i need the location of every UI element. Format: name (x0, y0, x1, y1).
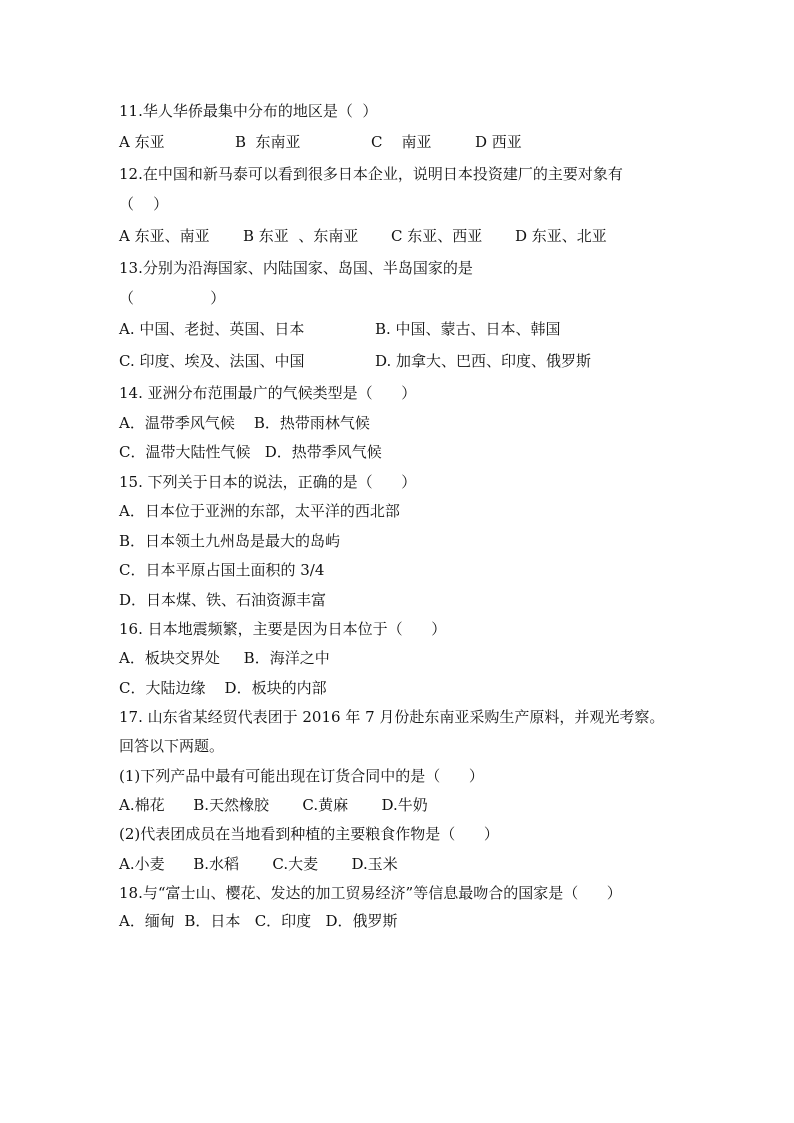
q11-option-d: D 西亚 (475, 133, 522, 151)
question-12-paren: （ ） (119, 195, 169, 213)
q12-option-a: A 东亚、南亚 (119, 227, 210, 245)
question-14-options-cd: C．温带大陆性气候 D．热带季风气候 (119, 443, 382, 461)
q13-option-a: A. 中国、老挝、英国、日本 (119, 320, 305, 338)
q12-option-b: B 东亚 、东南亚 (243, 227, 359, 245)
question-11-stem: 11.华人华侨最集中分布的地区是（ ） (119, 102, 378, 120)
question-15-stem: 15. 下列关于日本的说法，正确的是（ ） (119, 473, 417, 491)
q15-option-b: B．日本领土九州岛是最大的岛屿 (119, 532, 341, 550)
q12-option-c: C 东亚、西亚 (391, 227, 483, 245)
q15-option-a: A．日本位于亚洲的东部，太平洋的西北部 (119, 502, 400, 520)
q13-option-c: C. 印度、埃及、法国、中国 (119, 352, 305, 370)
question-13-paren: （ ） (119, 289, 226, 307)
question-17-stem-continued: 回答以下两题。 (119, 737, 225, 755)
question-17-stem: 17. 山东省某经贸代表团于 2016 年 7 月份赴东南亚采购生产原料，并观光考察。 (119, 708, 665, 726)
q15-option-d: D．日本煤、铁、石油资源丰富 (119, 591, 327, 609)
question-18-options: A．缅甸 B．日本 C．印度 D．俄罗斯 (119, 912, 398, 930)
q12-option-d: D 东亚、北亚 (515, 227, 607, 245)
question-14-options-ab: A．温带季风气候 B．热带雨林气候 (119, 414, 370, 432)
q15-option-c: C．日本平原占国土面积的 3/4 (119, 561, 325, 579)
question-16-options-ab: A．板块交界处 B．海洋之中 (119, 649, 330, 667)
question-11-options (119, 131, 522, 153)
question-17-sub2: (2)代表团成员在当地看到种植的主要粮食作物是（ ） (119, 825, 499, 843)
question-17-sub1: (1)下列产品中最有可能出现在订货合同中的是（ ） (119, 767, 484, 785)
question-13-options-row2 (119, 350, 592, 372)
q13-option-b: B. 中国、蒙古、日本、韩国 (375, 320, 561, 338)
q11-option-b: B 东南亚 (235, 133, 301, 151)
question-13-stem: 13.分别为沿海国家、内陆国家、岛国、半岛国家的是 (119, 259, 473, 277)
q13-option-d: D. 加拿大、巴西、印度、俄罗斯 (375, 352, 592, 370)
q11-option-c: C 南亚 (371, 133, 432, 151)
question-17-sub1-options: A.棉花 B.天然橡胶 C.黄麻 D.牛奶 (119, 796, 428, 814)
q11-option-a: A 东亚 (119, 133, 165, 151)
question-18-stem: 18.与“富士山、樱花、发达的加工贸易经济”等信息最吻合的国家是（ ） (119, 884, 622, 902)
question-16-stem: 16. 日本地震频繁，主要是因为日本位于（ ） (119, 620, 447, 638)
question-13-options-row1 (119, 318, 561, 340)
question-17-sub2-options: A.小麦 B.水稻 C.大麦 D.玉米 (119, 855, 398, 873)
question-12-options (119, 225, 607, 247)
question-12-stem: 12.在中国和新马泰可以看到很多日本企业，说明日本投资建厂的主要对象有 (119, 165, 623, 183)
question-16-options-cd: C．大陆边缘 D．板块的内部 (119, 679, 327, 697)
question-14-stem: 14. 亚洲分布范围最广的气候类型是（ ） (119, 384, 417, 402)
